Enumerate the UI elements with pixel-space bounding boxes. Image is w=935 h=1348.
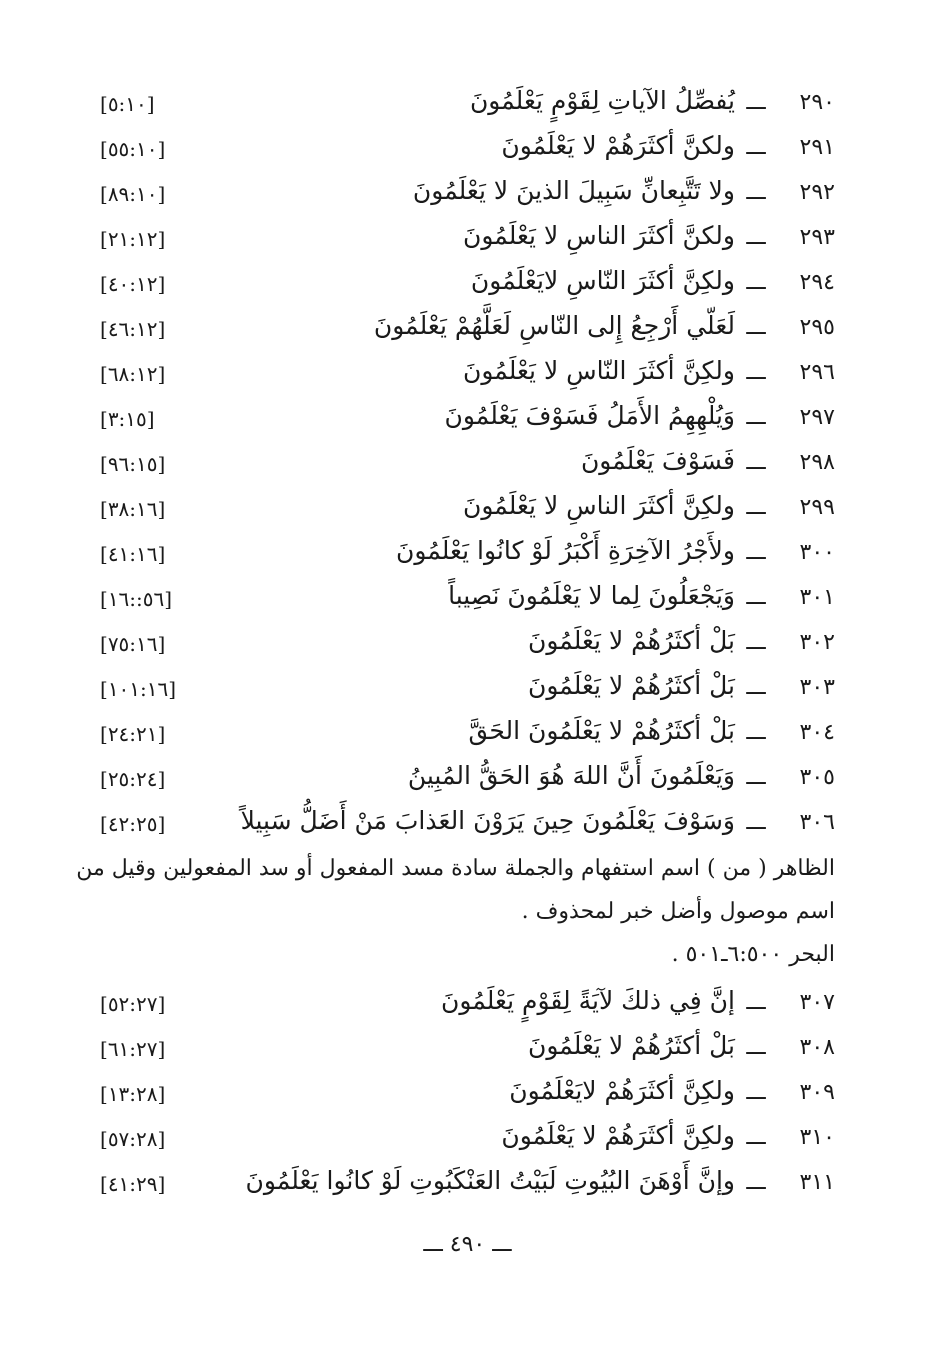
- entry-dash: ـــ: [746, 585, 766, 610]
- entry-number: ٢٩٦: [799, 360, 835, 385]
- verse-text: إنَّ فِي ذلكَ لآيَةً لِقَوْمٍ يَعْلَمُونَ: [441, 986, 735, 1015]
- entry-297: [100, 401, 835, 441]
- verse-reference: [٥:١٠]: [100, 92, 155, 116]
- verse-text: ولكِنَّ أكثَرَ الناسِ لا يَعْلَمُونَ: [462, 491, 735, 520]
- verse-text: وَيَعْلَمُونَ أَنَّ اللهَ هُوَ الحَقُّ المُبِينُ: [407, 761, 735, 790]
- entry-301: [100, 581, 835, 621]
- verse-reference: [٢١:١٢]: [100, 227, 166, 251]
- verse-reference: [٨٩:١٠]: [100, 182, 166, 206]
- verse-text: يُفصِّلُ الآياتِ لِقَوْمٍ يَعْلَمُونَ: [469, 86, 735, 115]
- entry-dash: ـــ: [746, 270, 766, 295]
- entry-number: ٣٠٢: [799, 630, 835, 655]
- entry-306: [100, 806, 835, 846]
- entry-number: ٣٠٨: [799, 1035, 835, 1060]
- entry-number: ٣٠٣: [799, 675, 835, 700]
- entry-dash: ـــ: [746, 180, 766, 205]
- verse-reference: [٢٤:٢١]: [100, 722, 166, 746]
- entry-309: [100, 1076, 835, 1116]
- verse-text: وَسَوْفَ يَعْلَمُونَ حِينَ يَرَوْنَ العَذابَ مَنْ أَضَلُّ سَبِيلاً: [240, 806, 735, 835]
- verse-reference: [١٣:٢٨]: [100, 1082, 166, 1106]
- verse-reference: [٦١:٢٧]: [100, 1037, 166, 1061]
- entry-number: ٢٩٨: [799, 450, 835, 475]
- entry-299: [100, 491, 835, 531]
- commentary-line-2: اسم موصول وأضل خبر لمحذوف .: [521, 899, 835, 924]
- entry-dash: ـــ: [746, 1080, 766, 1105]
- entry-dash: ـــ: [746, 990, 766, 1015]
- entry-300: [100, 536, 835, 576]
- verse-text: وَيُلْهِهِمُ الأَمَلُ فَسَوْفَ يَعْلَمُونَ: [444, 401, 735, 430]
- entry-304: [100, 716, 835, 756]
- verse-reference: [١٠١:١٦]: [100, 677, 177, 701]
- verse-reference: [٩٦:١٥]: [100, 452, 166, 476]
- entry-dash: ـــ: [746, 810, 766, 835]
- verse-text: ولا تَتَّبِعانِّ سَبِيلَ الذينَ لا يَعْلَمُونَ: [412, 176, 735, 205]
- page-number: ـــ ٤٩٠ ـــ: [423, 1232, 512, 1257]
- entry-dash: ـــ: [746, 540, 766, 565]
- verse-text: بَلْ أكثَرُهُمْ لا يَعْلَمُونَ: [527, 1031, 735, 1060]
- verse-reference: [٤٦:١٢]: [100, 317, 166, 341]
- verse-text: بَلْ أكثَرُهُمْ لا يَعْلَمُونَ: [527, 626, 735, 655]
- entry-303: [100, 671, 835, 711]
- verse-text: بَلْ أكثَرُهُمْ لا يَعْلَمُونَ: [527, 671, 735, 700]
- entry-305: [100, 761, 835, 801]
- verse-reference: [٤٠:١٢]: [100, 272, 166, 296]
- entry-dash: ـــ: [746, 720, 766, 745]
- entry-number: ٣٠٠: [799, 540, 835, 565]
- entry-number: ٢٩١: [799, 135, 835, 160]
- entry-number: ٣٠١: [799, 585, 835, 610]
- entry-dash: ـــ: [746, 360, 766, 385]
- entry-296: [100, 356, 835, 396]
- entry-291: [100, 131, 835, 171]
- verse-reference: [٣:١٥]: [100, 407, 155, 431]
- verse-text: ولكِنَّ أكثَرَهُمْ لايَعْلَمُونَ: [509, 1076, 735, 1105]
- verse-reference: [٤١:١٦]: [100, 542, 166, 566]
- verse-reference: [٥٥:١٠]: [100, 137, 166, 161]
- verse-text: فَسَوْفَ يَعْلَمُونَ: [580, 446, 735, 475]
- entry-294: [100, 266, 835, 306]
- entry-number: ٢٩٩: [799, 495, 835, 520]
- verse-text: ولأَجْرُ الآخِرَةِ أَكْبَرُ لَوْ كانُوا يَعْلَمُونَ: [396, 536, 735, 565]
- verse-text: وَيَجْعَلُونَ لِما لا يَعْلَمُونَ نَصِيباً: [448, 581, 735, 610]
- verse-text: وإنَّ أَوْهَنَ البُيُوتِ لَبَيْتُ العَنْكَبُوتِ لَوْ كانُوا يَعْلَمُونَ: [245, 1166, 735, 1195]
- verse-reference: [٥٦::١٦]: [100, 587, 173, 611]
- entry-number: ٣٠٥: [799, 765, 835, 790]
- entry-dash: ـــ: [746, 675, 766, 700]
- entry-dash: ـــ: [746, 135, 766, 160]
- entry-number: ٢٩٧: [799, 405, 835, 430]
- entry-number: ٣٠٧: [799, 990, 835, 1015]
- entry-dash: ـــ: [746, 1125, 766, 1150]
- entry-number: ٢٩٠: [799, 90, 835, 115]
- entry-307: [100, 986, 835, 1026]
- entry-310: [100, 1121, 835, 1161]
- entry-number: ٣٠٩: [799, 1080, 835, 1105]
- verse-reference: [٤١:٢٩]: [100, 1172, 166, 1196]
- entry-number: ٢٩٥: [799, 315, 835, 340]
- verse-text: ولكِنَّ أكثَرَهُمْ لا يَعْلَمُونَ: [501, 1121, 735, 1150]
- entry-number: ٣١١: [799, 1170, 835, 1195]
- entry-number: ٣٠٦: [799, 810, 835, 835]
- entry-number: ٣٠٤: [799, 720, 835, 745]
- commentary-line-1: الظاهر ( من ) اسم استفهام والجملة سادة مسد المفعول أو سد المفعولين وقيل من: [76, 856, 835, 881]
- entry-dash: ـــ: [746, 225, 766, 250]
- entry-293: [100, 221, 835, 261]
- verse-reference: [٤٢:٢٥]: [100, 812, 166, 836]
- entry-311: [100, 1166, 835, 1206]
- verse-text: ولكنَّ أكثَرَهُمْ لا يَعْلَمُونَ: [501, 131, 735, 160]
- entry-dash: ـــ: [746, 495, 766, 520]
- entry-292: [100, 176, 835, 216]
- entry-number: ٣١٠: [799, 1125, 835, 1150]
- entry-290: [100, 86, 835, 126]
- verse-text: بَلْ أكثَرُهُمْ لا يَعْلَمُونَ الحَقَّ: [468, 716, 735, 745]
- entry-number: ٢٩٣: [799, 225, 835, 250]
- verse-text: لَعَلّي أَرْجِعُ إِلى النّاسِ لَعَلَّهُمْ يَعْلَمُونَ: [373, 311, 735, 340]
- verse-reference: [٣٨:١٦]: [100, 497, 166, 521]
- entry-dash: ـــ: [746, 1035, 766, 1060]
- verse-text: ولكِنَّ أكثَرَ النّاسِ لايَعْلَمُونَ: [470, 266, 735, 295]
- verse-reference: [٧٥:١٦]: [100, 632, 166, 656]
- entry-308: [100, 1031, 835, 1071]
- entry-dash: ـــ: [746, 90, 766, 115]
- entry-298: [100, 446, 835, 486]
- verse-reference: [٦٨:١٢]: [100, 362, 166, 386]
- verse-text: ولكنَّ أكثَرَ الناسِ لا يَعْلَمُونَ: [462, 221, 735, 250]
- entry-dash: ـــ: [746, 315, 766, 340]
- entry-dash: ـــ: [746, 630, 766, 655]
- entry-dash: ـــ: [746, 450, 766, 475]
- entry-295: [100, 311, 835, 351]
- entry-dash: ـــ: [746, 1170, 766, 1195]
- verse-text: ولكِنَّ أكثَرَ النّاسِ لا يَعْلَمُونَ: [462, 356, 735, 385]
- entry-number: ٢٩٢: [799, 180, 835, 205]
- entry-number: ٢٩٤: [799, 270, 835, 295]
- entry-302: [100, 626, 835, 666]
- verse-reference: [٢٥:٢٤]: [100, 767, 166, 791]
- verse-reference: [٥٢:٢٧]: [100, 992, 166, 1016]
- commentary-source: البحر ٦:٥٠٠ـ٥٠١ .: [671, 942, 835, 967]
- entry-dash: ـــ: [746, 405, 766, 430]
- entry-dash: ـــ: [746, 765, 766, 790]
- verse-reference: [٥٧:٢٨]: [100, 1127, 166, 1151]
